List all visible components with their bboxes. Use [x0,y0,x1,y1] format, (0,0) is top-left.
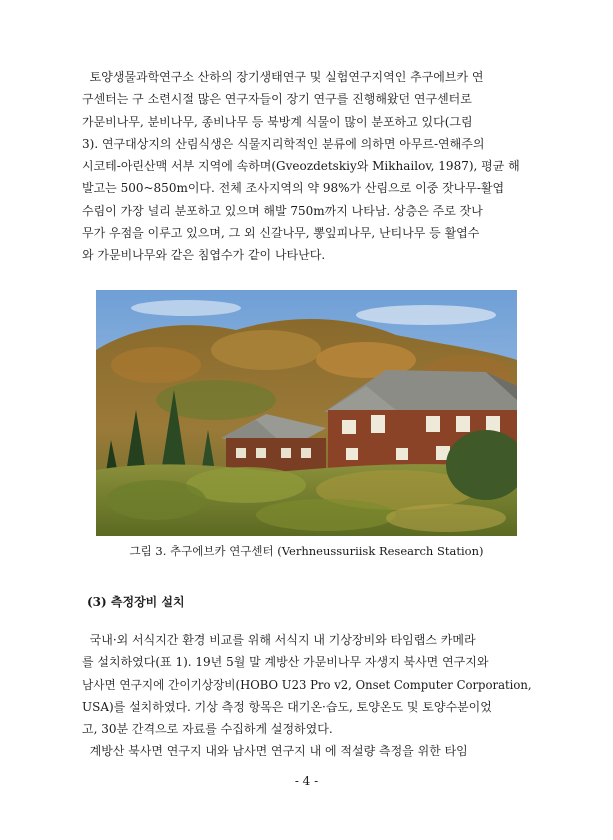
figure-caption: 그림 3. 추구에브카 연구센터 (Verhneussuriisk Research Station) [129,544,484,558]
section-heading: (3) 측정장비 설치 [87,595,185,609]
text-line: 국내·외 서식지간 환경 비교를 위해 서식지 내 기상장비와 타임랩스 카메라 [82,633,476,647]
text-line: 수림이 가장 널리 분포하고 있으며 해발 750m까지 나타남. 상층은 주로 잣나 [82,203,483,218]
text-line: 3). 연구대상지의 산림식생은 식물지리학적인 분류에 의하면 아무르-연해주의 [82,136,485,151]
text-line: 토양생물과학연구소 산하의 장기생태연구 및 실험연구지역인 추구에브카 연 [82,70,484,84]
equipment-paragraph [82,629,532,763]
text-line: 발고는 500~850m이다. 전체 조사지역의 약 98%가 산림으로 이중 잣나무-활엽 [82,181,505,196]
text-line: 고, 30분 간격으로 자료를 수집하게 설정하였다. [82,722,333,737]
text-line: 가문비나무, 분비나무, 종비나무 등 북방계 식물이 많이 분포하고 있다(그림 [82,114,473,129]
page-number: - 4 - [294,774,319,788]
intro-paragraph [82,66,532,267]
text-line: USA)를 설치하였다. 기상 측정 항목은 대기온·습도, 토양온도 및 토양수분이었 [82,699,492,714]
text-line: 시코테-아린산맥 서부 지역에 속하며(Gveozdetskiy와 Mikhailov, 1987), 평균 해 [82,159,520,174]
text-line: 구센터는 구 소련시절 많은 연구자들이 장기 연구를 진행해왔던 연구센터로 [82,92,472,107]
text-line: 계방산 북사면 연구지 내와 남사면 연구지 내 에 적설량 측정을 위한 타임 [82,744,468,759]
text-line: 를 설치하였다(표 1). 19년 5월 말 계방산 가문비나무 자생지 북사면 연구지와 [82,655,489,670]
text-line: 와 가문비나무와 같은 침엽수가 같이 나타난다. [82,248,326,263]
research-station-photo [96,290,517,536]
text-line: 무가 우점을 이루고 있으며, 그 외 신갈나무, 뽕잎피나무, 난티나무 등 활엽수 [82,226,480,241]
text-line: 남사면 연구지에 간이기상장비(HOBO U23 Pro v2, Onset Computer Corporation, [82,677,532,692]
